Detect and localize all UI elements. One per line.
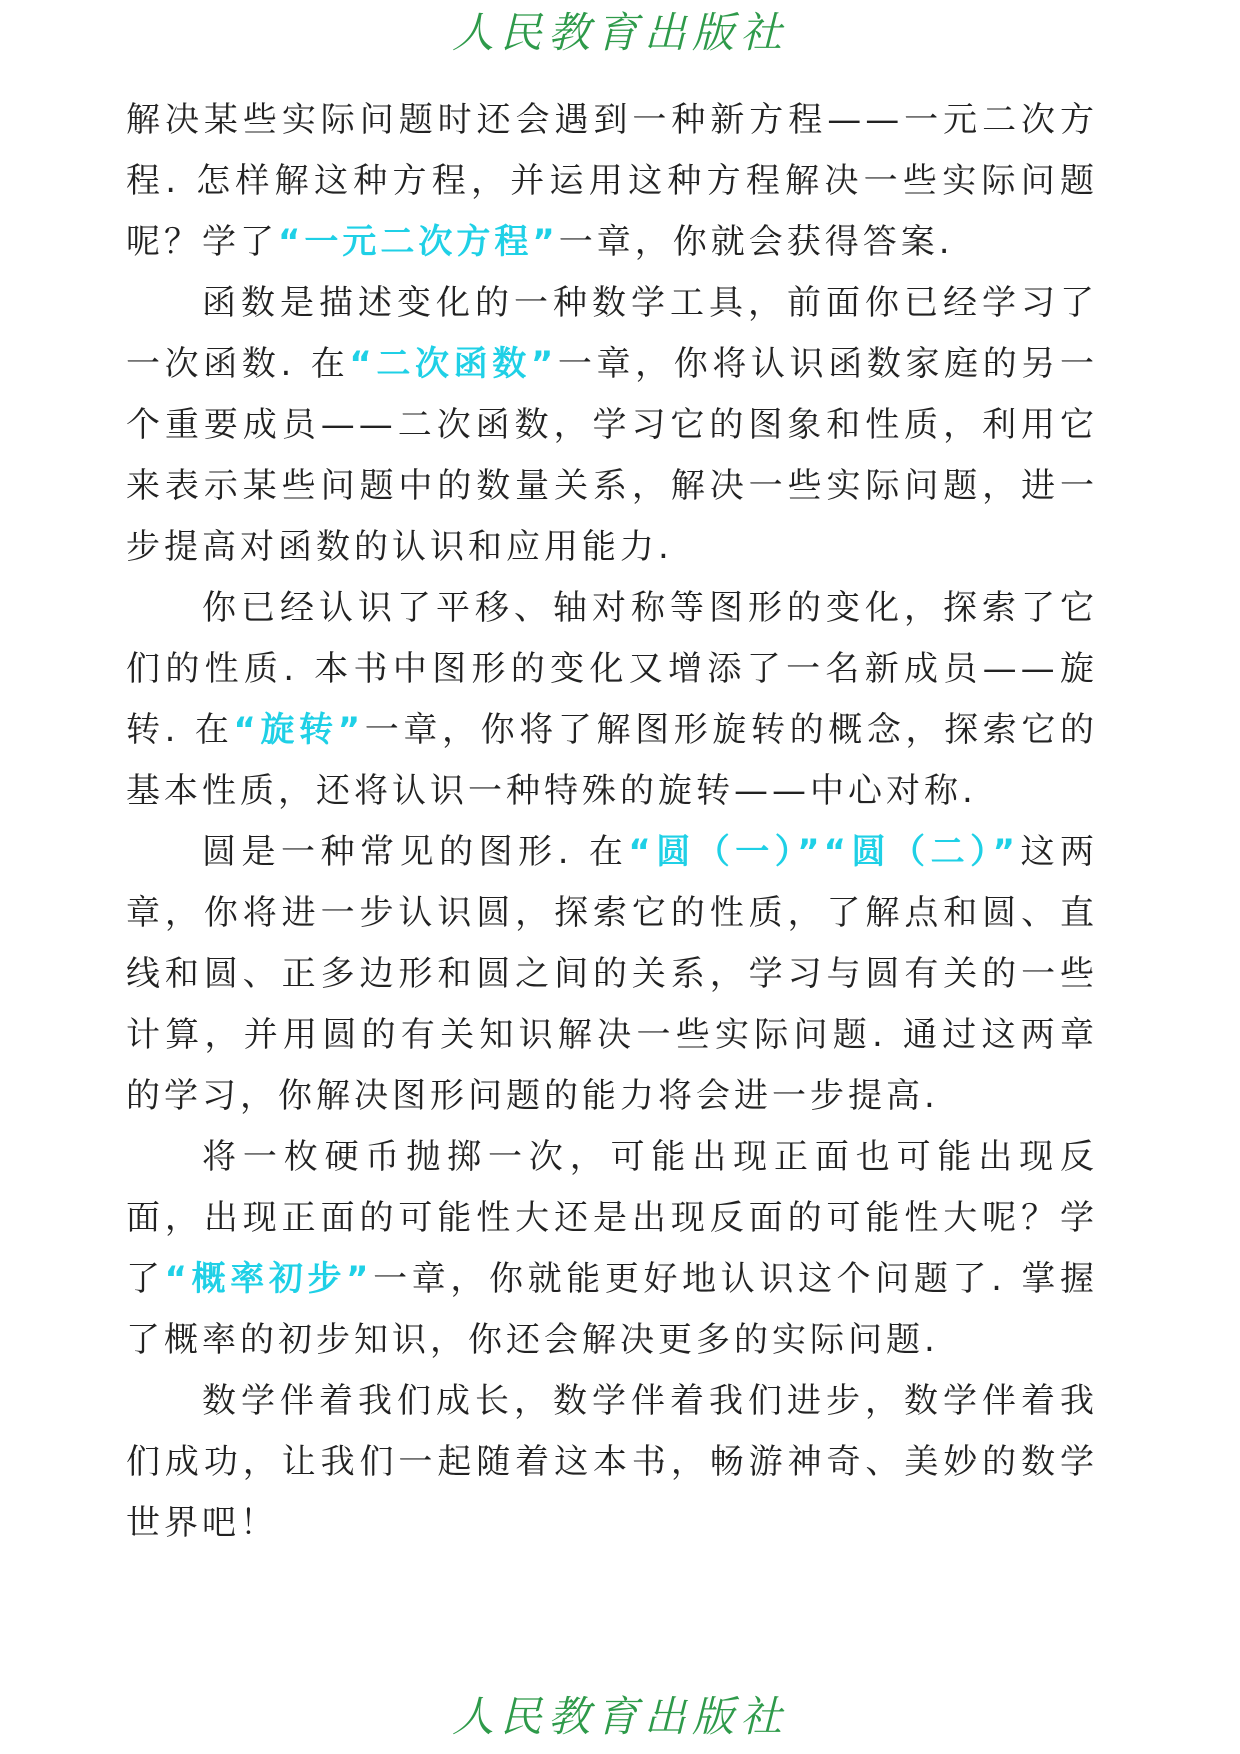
chapter-title-highlight: “一元二次方程”	[278, 222, 559, 262]
chapter-title-highlight: “概率初步”	[164, 1259, 373, 1299]
text-segment: 数学伴着我们成长，数学伴着我们进步，数学伴着我们成功，让我们一起随着这本书，畅游神奇、美妙的数学世界吧！	[126, 1381, 1098, 1543]
text-segment: 这两章，你将进一步认识圆，探索它的性质，了解点和圆、直线和圆、正多边形和圆之间的关系，学习与圆有关的一些计算，并用圆的有关知识解决一些实际问题. 通过这两章的学习，你解决图形问题的能力将会进一步提高.	[126, 832, 1098, 1116]
paragraph-6	[126, 1371, 1098, 1554]
chapter-title-highlight: “旋转”	[233, 710, 365, 750]
chapter-title-highlight: “圆（一）”“圆（二）”	[628, 832, 1019, 872]
paragraph-1	[126, 90, 1098, 273]
text-segment: 一章，你就会获得答案.	[558, 222, 954, 262]
chapter-title-highlight: “二次函数”	[349, 344, 558, 384]
paragraph-3	[126, 578, 1098, 822]
text-segment: 一章，你就能更好地认识这个问题了. 掌握了概率的初步知识，你还会解决更多的实际问题.	[126, 1259, 1098, 1360]
text-segment: 将一枚硬币抛掷一次，可能出现正面也可能出现反面，出现正面的可能性大还是出现反面的可能性大呢？学了	[126, 1137, 1098, 1299]
text-segment: 一章，你将了解图形旋转的概念，探索它的基本性质，还将认识一种特殊的旋转——中心对称.	[126, 710, 1098, 811]
text-segment: 解决某些实际问题时还会遇到一种新方程——一元二次方程. 怎样解这种方程，并运用这种方程解决一些实际问题呢？学了	[126, 100, 1098, 262]
text-segment: 你已经认识了平移、轴对称等图形的变化，探索了它们的性质. 本书中图形的变化又增添了一名新成员——旋转. 在	[126, 588, 1098, 750]
text-segment: 一章，你将认识函数家庭的另一个重要成员——二次函数，学习它的图象和性质，利用它来表示某些问题中的数量关系，解决一些实际问题，进一步提高对函数的认识和应用能力.	[126, 344, 1098, 567]
paragraph-5	[126, 1127, 1098, 1371]
publisher-logo-header: 人民教育出版社	[451, 8, 788, 57]
body-text	[126, 90, 1098, 1554]
paragraph-2	[126, 273, 1098, 578]
text-segment: 圆是一种常见的图形. 在	[202, 832, 629, 872]
paragraph-4	[126, 822, 1098, 1127]
publisher-logo-footer: 人民教育出版社	[451, 1692, 788, 1741]
text-segment: 函数是描述变化的一种数学工具，前面你已经学习了一次函数. 在	[126, 283, 1098, 384]
